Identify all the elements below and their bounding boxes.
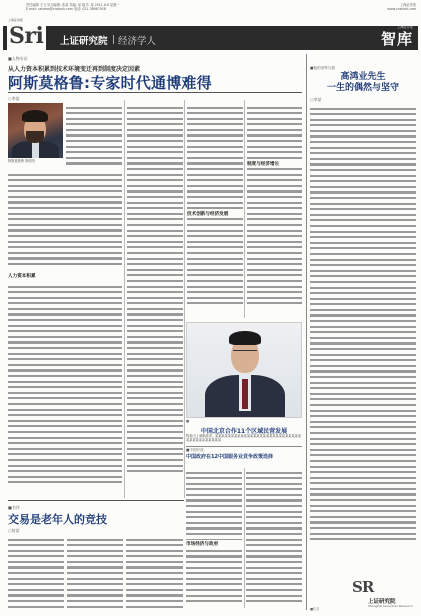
page-kicker: 上海证券报 — [397, 25, 413, 29]
mid-story-headline: 中国政府在12中国服务业竞争政策选择 — [186, 453, 273, 460]
mid-story-body-a — [186, 468, 242, 608]
subhead-2 — [187, 210, 243, 218]
issue-info: 责任编辑 王飞 见习编辑: 张某 美编: 某 版式: 某 2011.6.6 星期一 — [26, 3, 120, 7]
article-body-col4 — [247, 103, 302, 318]
second-story-body-a — [8, 535, 64, 611]
mid-story-subhead — [186, 540, 242, 548]
right-story-tag: ■他的世界与我 — [310, 66, 335, 70]
masthead-meta-left — [26, 3, 276, 11]
section-divider — [113, 35, 114, 44]
right-story-byline: ○李某 — [310, 97, 322, 102]
paper-name: 上海证券报 — [400, 3, 416, 7]
story-byline: ○李某 — [8, 96, 20, 101]
masthead-meta-right — [306, 3, 416, 11]
official-portrait-photo — [186, 322, 302, 418]
sr-brand-name: 上证研究院 — [368, 599, 396, 605]
column-rule — [124, 100, 125, 498]
footer-tag: ■栏目 — [310, 607, 320, 611]
column-rule — [244, 468, 245, 608]
photo-tag: ■ — [186, 419, 190, 423]
article-body-col1b — [8, 170, 122, 270]
subhead-3 — [247, 160, 302, 168]
story-kicker: ■人物专访 — [8, 56, 28, 61]
column-rule — [184, 100, 185, 498]
right-column-rule — [306, 54, 307, 610]
subhead-text-1: 人力资本积累 — [8, 274, 36, 279]
second-story-byline: ○何某 — [8, 528, 20, 533]
subhead-text-3: 制度与经济增长 — [247, 162, 280, 167]
column-rule — [244, 100, 245, 318]
logo-subtitle: 上海证券报 — [8, 18, 24, 22]
photo-box-title: 中国北京合作11个区域民营发展 — [200, 428, 288, 435]
subhead-text-2: 技术创新与经济发展 — [187, 212, 229, 217]
story-headline: 阿斯莫格鲁:专家时代通博难得 — [8, 74, 212, 92]
subhead-1 — [8, 272, 122, 280]
page-label: 智库 — [380, 30, 413, 48]
mid-story-tag: ■中国开放 — [186, 448, 204, 452]
section-rule — [186, 446, 302, 447]
second-story-body-b — [67, 535, 123, 611]
right-story-body — [310, 104, 416, 574]
portrait-photo — [8, 103, 63, 158]
right-headline-line2: 一生的偶然与坚守 — [326, 83, 399, 93]
section-subtitle: 经济学人 — [118, 36, 157, 47]
story-deck: 从人力资本积累到技术环境变迁再到制度决定因素 — [8, 66, 141, 73]
section-title: 上证研究院 — [60, 36, 108, 47]
photo-box-caption: 程某(左) 就职演讲。某某某某某某某某某某某某某某某某某某某某某某某某某某某某某某某某某某某某某某 — [186, 434, 302, 442]
second-story-tag: ■书评 — [8, 505, 20, 510]
article-body-col2 — [127, 103, 183, 497]
headline-rule — [8, 92, 302, 93]
mid-story-body-b — [246, 468, 302, 608]
contact-info: E-mail: ssnews@cnstock.com 电话: 021-38967928 — [26, 7, 106, 12]
sr-brand-mark: SR — [352, 578, 374, 596]
section-rule — [8, 500, 184, 501]
article-body-col1c — [8, 282, 122, 497]
sr-brand-sub: Shanghai Securities Research — [368, 604, 413, 608]
second-story-headline: 交易是老年人的竞技 — [8, 513, 107, 526]
photo-caption: 阿斯莫格鲁 资料图 — [8, 159, 35, 163]
article-body-col1a — [66, 103, 122, 167]
right-headline-line1: 高鸿业先生 — [340, 72, 386, 82]
paper-url: www.cnstock.com — [387, 7, 416, 12]
mid-story-header — [186, 448, 302, 466]
sri-logo — [7, 23, 46, 50]
mid-subhead-text: 市场经济与政府 — [186, 542, 219, 547]
logo-rest: ri — [24, 23, 44, 49]
logo-initial: S — [9, 23, 25, 49]
second-story-body-c — [126, 535, 183, 611]
right-story-headline — [310, 72, 416, 94]
